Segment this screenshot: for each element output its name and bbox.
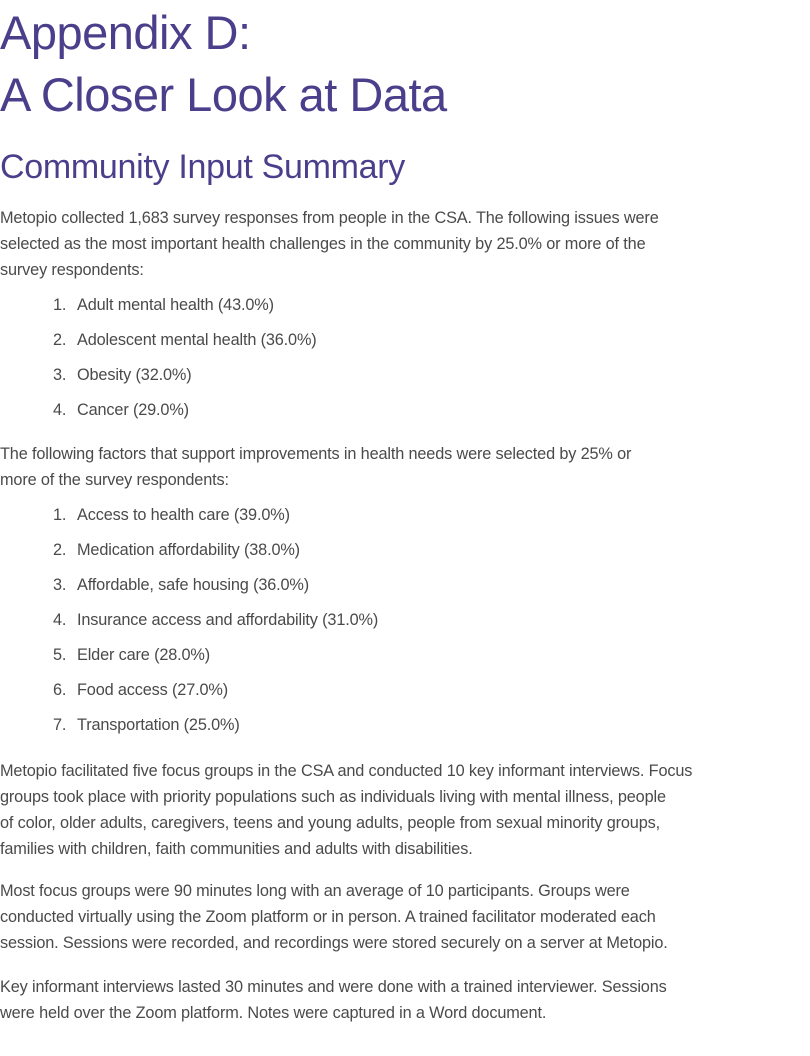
intro-paragraph <box>0 205 659 283</box>
list-number: 3. <box>53 576 67 594</box>
list-text: Adolescent mental health (36.0%) <box>77 331 317 349</box>
paragraph-line: selected as the most important health challenges in the community by 25.0% or more of the <box>0 235 646 253</box>
paragraph-line: groups took place with priority populations such as individuals living with mental illness, people <box>0 788 666 806</box>
paragraph-line: The following factors that support improvements in health needs were selected by 25% or <box>0 445 632 463</box>
paragraph-line: more of the survey respondents: <box>0 471 229 489</box>
page-title-line-1: Appendix D: <box>0 6 251 59</box>
list-number: 4. <box>53 611 67 629</box>
list-number: 2. <box>53 331 67 349</box>
list-text: Affordable, safe housing (36.0%) <box>77 576 310 594</box>
list-number: 7. <box>53 716 67 734</box>
focus-groups-paragraph <box>0 758 692 862</box>
list-text: Insurance access and affordability (31.0%) <box>77 611 379 629</box>
focus-format-paragraph <box>0 878 668 956</box>
list-number: 1. <box>53 296 67 314</box>
list-number: 2. <box>53 541 67 559</box>
page-title-line-2: A Closer Look at Data <box>0 68 447 121</box>
list-text: Medication affordability (38.0%) <box>77 541 300 559</box>
factors-paragraph <box>0 441 631 493</box>
paragraph-line: session. Sessions were recorded, and recordings were stored securely on a server at Metopio. <box>0 934 668 952</box>
paragraph-line: conducted virtually using the Zoom platform or in person. A trained facilitator moderated each <box>0 908 656 926</box>
interviews-paragraph <box>0 974 667 1026</box>
paragraph-line: Metopio facilitated five focus groups in the CSA and conducted 10 key informant interviews. Focus <box>0 762 693 780</box>
section-heading: Community Input Summary <box>0 148 406 186</box>
list-text: Food access (27.0%) <box>77 681 228 699</box>
list-number: 3. <box>53 366 67 384</box>
paragraph-line: Key informant interviews lasted 30 minutes and were done with a trained interviewer. Sessions <box>0 978 667 996</box>
list-text: Access to health care (39.0%) <box>77 506 290 524</box>
list-number: 1. <box>53 506 67 524</box>
page-title <box>0 2 447 126</box>
list-number: 6. <box>53 681 67 699</box>
paragraph-line: Most focus groups were 90 minutes long with an average of 10 participants. Groups were <box>0 882 630 900</box>
list-text: Elder care (28.0%) <box>77 646 211 664</box>
paragraph-line: Metopio collected 1,683 survey responses from people in the CSA. The following issues were <box>0 209 659 227</box>
list-text: Adult mental health (43.0%) <box>77 296 274 314</box>
list-text: Transportation (25.0%) <box>77 716 240 734</box>
paragraph-line: of color, older adults, caregivers, teens and young adults, people from sexual minority groups, <box>0 814 660 832</box>
list-text: Cancer (29.0%) <box>77 401 189 419</box>
list-text: Obesity (32.0%) <box>77 366 192 384</box>
paragraph-line: families with children, faith communities and adults with disabilities. <box>0 840 473 858</box>
list-number: 5. <box>53 646 67 664</box>
paragraph-line: were held over the Zoom platform. Notes were captured in a Word document. <box>0 1004 547 1022</box>
list-number: 4. <box>53 401 67 419</box>
paragraph-line: survey respondents: <box>0 261 144 279</box>
